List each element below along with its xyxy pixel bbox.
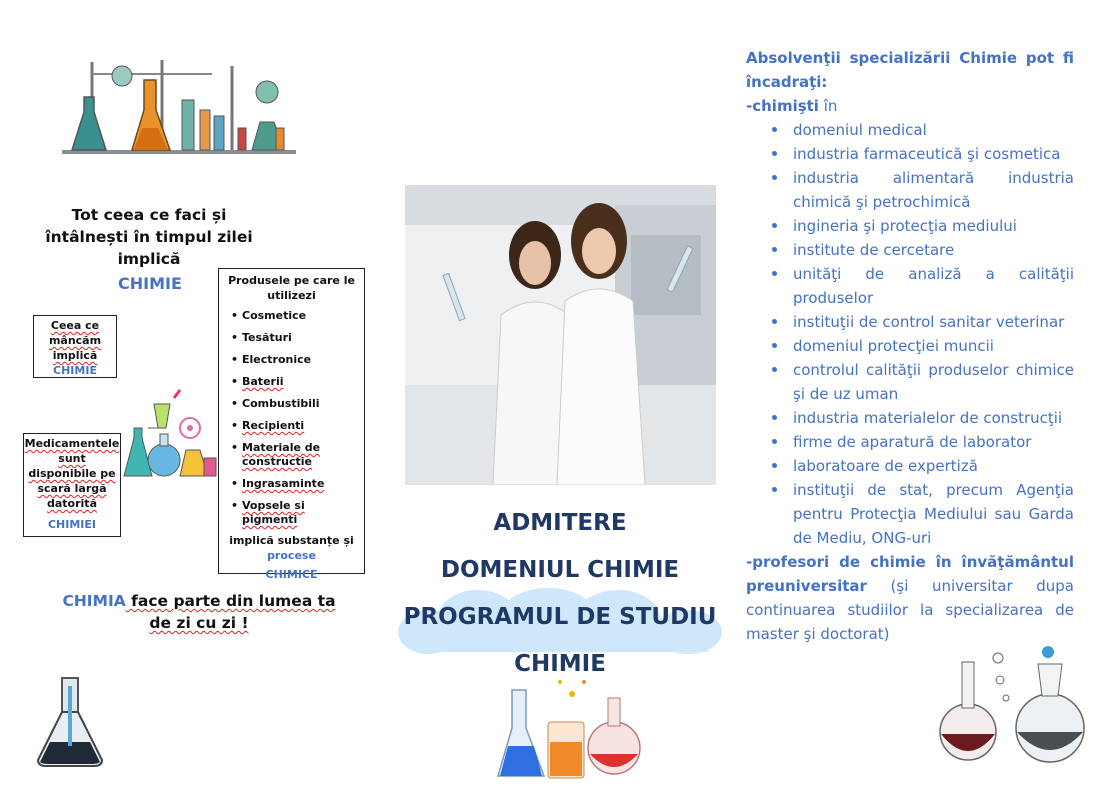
list-item: • Baterii [231, 375, 358, 389]
lab-equipment-illustration [62, 52, 296, 157]
teachers-label: -profesori de chimie în învăţământul preuniversitar [746, 553, 1074, 595]
list-item: • Vopsele si pigmenti [231, 499, 358, 527]
list-item: instituţii de control sanitar veterinar [746, 310, 1074, 334]
list-item: • Tesăturі [231, 331, 358, 345]
list-item: domeniul medical [746, 118, 1074, 142]
list-item: • Ingrasaminte [231, 477, 358, 491]
medicine-box-chemistry: CHIMIEI [47, 518, 97, 531]
chemists-line [746, 94, 1074, 118]
products-box [218, 268, 365, 581]
list-item: firme de aparatură de laborator [746, 430, 1074, 454]
food-box-chemistry: CHIMIE [53, 364, 97, 377]
list-item: • Cosmetice [231, 309, 358, 323]
list-item: unităţi de analiză a calităţii produselor [746, 262, 1074, 310]
title-program: PROGRAMUL DE STUDIU [403, 604, 717, 630]
title-domain: DOMENIUL CHIMIE [440, 557, 680, 583]
list-item: laboratoare de expertiză [746, 454, 1074, 478]
list-item: industria materialelor de construcţii [746, 406, 1074, 430]
title-admission: ADMITERE [493, 510, 627, 536]
students-photo [405, 185, 716, 485]
products-heading: Produsele pe care le utilizezi [228, 274, 355, 302]
chemists-label: -chimişti [746, 97, 819, 115]
teachers-paragraph [746, 550, 1074, 646]
list-item: instituţii de stat, precum Agenţia pentru Protecţia Mediului sau Garda de Mediu, ONG-uri [746, 478, 1074, 550]
products-footer-chemical: CHIMICE [265, 568, 318, 581]
list-item: industria farmaceutică şi cosmetica [746, 142, 1074, 166]
intro-text: Tot ceea ce faci și întâlnești în timpul zilei implică [45, 206, 253, 268]
products-footer-text: implică substanțe și [229, 534, 354, 547]
list-item: institute de cercetare [746, 238, 1074, 262]
products-footer-process: procese [267, 549, 316, 562]
career-list [746, 118, 1074, 550]
teachers-rest: (şi universitar dupa continuarea studiilor la specializarea de master şi doctorat) [746, 577, 1074, 643]
career-intro: Absolvenţii specializării Chimie pot fi încadraţi: [746, 49, 1074, 91]
list-item: ingineria şi protecţia mediului [746, 214, 1074, 238]
medicine-box [23, 433, 121, 537]
title-chemistry: CHIMIE [514, 651, 606, 677]
admission-titles [395, 500, 725, 688]
intro-chemistry-word: CHIMIE [118, 274, 182, 293]
chemists-rest: în [818, 97, 838, 115]
medicine-box-text: Medicamentele sunt disponibile pe scară largă datorită [24, 437, 120, 510]
list-item: controlul calităţii produselor chimice şi de uz uman [746, 358, 1074, 406]
chemistry-set-illustration [120, 388, 220, 480]
products-footer [225, 533, 358, 582]
list-item: • Materiale de constructie [231, 441, 358, 469]
products-list [225, 309, 358, 527]
list-item: industria alimentară industria chimică şi petrochimică [746, 166, 1074, 214]
list-item: • Recipienti [231, 419, 358, 433]
everyday-chemistry-rest: face parte din lumea ta de zi cu zi ! [125, 592, 336, 632]
food-box-text: Ceea ce mâncăm implică [48, 319, 102, 362]
list-item: • Combustibili [231, 397, 358, 411]
list-item: domeniul protecţiei muncii [746, 334, 1074, 358]
flask-illustration-left [34, 676, 106, 768]
flasks-illustration-right [934, 644, 1094, 766]
list-item: • Electronice [231, 353, 358, 367]
food-box [33, 315, 117, 378]
chemistry-flasks-illustration [480, 668, 650, 780]
everyday-chemistry-text [52, 590, 346, 634]
everyday-chemistry-word: CHIMIA [62, 592, 126, 610]
career-paths-text [746, 46, 1074, 646]
